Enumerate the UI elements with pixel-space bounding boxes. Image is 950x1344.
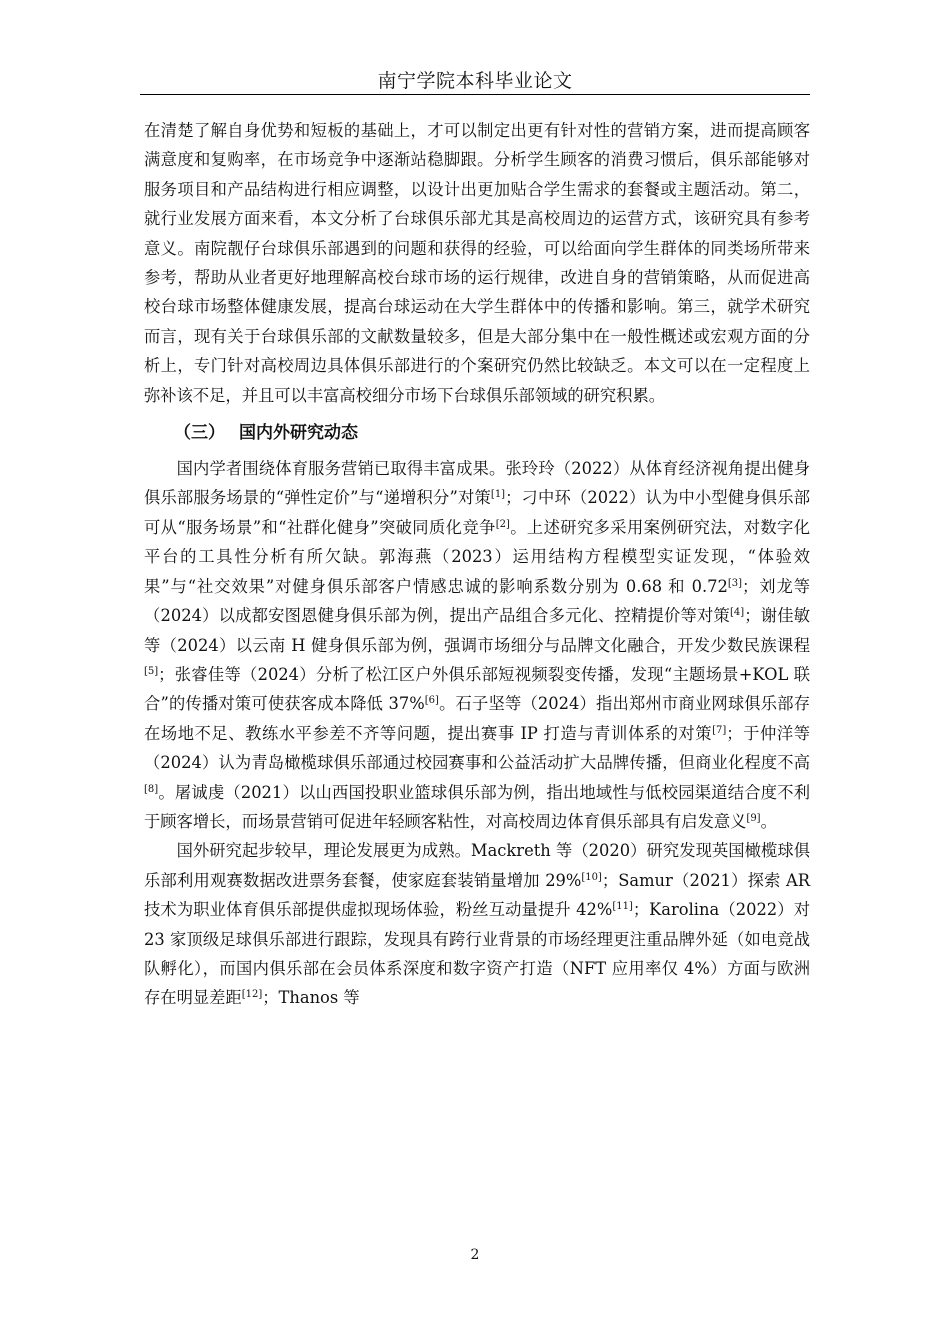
paragraph-significance: 在清楚了解自身优势和短板的基础上，才可以制定出更有针对性的营销方案，进而提高顾客满意度和复购率，在市场竞争中逐渐站稳脚跟。分析学生顾客的消费习惯后，俱乐部能够对服务项目和产品结构进行相应调整，以设计出更加贴合学生需求的套餐或主题活动。第二，就行业发展方面来看，本文分析了台球俱乐部尤其是高校周边的运营方式，该研究具有参考意义。南院靓仔台球俱乐部遇到的问题和获得的经验，可以给面向学生群体的同类场所带来参考，帮助从业者更好地理解高校台球市场的运行规律，改进自身的营销策略，从而促进高校台球市场整体健康发展，提高台球运动在大学生群体中的传播和影响。第三，就学术研究而言，现有关于台球俱乐部的文献数量较多，但是大部分集中在一般性概述或宏观方面的分析上，专门针对高校周边具体俱乐部进行的个案研究仍然比较缺乏。本文可以在一定程度上弥补该不足，并且可以丰富高校细分市场下台球俱乐部领域的研究积累。 bbox=[144, 121, 810, 405]
citation-ref: [7] bbox=[712, 724, 727, 736]
text-run: 。上述研究多采用案例研究法，对数字化平台的工具性分析有所欠缺。郭海燕（2023）运用结构方程模型实证发现，“体验效果”与“社交效果”对健身俱乐部客户情感忠诚的影响系数分别为 0.68 和 0.72 bbox=[144, 517, 810, 596]
text-run: ；刘龙等（2024）以成都安图恩健身俱乐部为例，提出产品组合多元化、控精提价等对策 bbox=[144, 576, 810, 626]
page-body bbox=[144, 116, 810, 1013]
page-number: 2 bbox=[470, 1247, 480, 1263]
text-run: 。屠诚虔（2021）以山西国投职业篮球俱乐部为例，指出地域性与低校园渠道结合度不利于顾客增长，而场景营销可促进年轻顾客粘性，对高校周边体育俱乐部具有启发意义 bbox=[144, 782, 810, 831]
text-run: 。石子坚等（2024）指出郑州市商业网球俱乐部存在场地不足、教练水平参差不齐等问题，提出赛事 IP 打造与青训体系的对策 bbox=[144, 694, 810, 743]
text-run: 。 bbox=[760, 811, 777, 831]
text-run: ；Thanos 等 bbox=[262, 988, 360, 1008]
citation-ref: [8] bbox=[144, 783, 159, 795]
citation-ref: [5] bbox=[144, 665, 159, 677]
text-run: ；Samur（2021）探索 AR 技术为职业体育俱乐部提供虚拟现场体验，粉丝互动量提升 42% bbox=[144, 870, 810, 920]
citation-ref: [3] bbox=[727, 577, 743, 589]
citation-ref: [4] bbox=[730, 607, 745, 619]
citation-ref: [1] bbox=[490, 489, 506, 501]
text-run: ；于仲洋等（2024）认为青岛橄榄球俱乐部通过校园赛事和公益活动扩大品牌传播，但商业化程度不高 bbox=[144, 723, 810, 773]
citation-ref: [12] bbox=[241, 989, 263, 1001]
section-number: （三） bbox=[174, 423, 225, 444]
citation-ref: [11] bbox=[612, 901, 633, 913]
text-run: 国内学者围绕体育服务营销已取得丰富成果。张玲玲（2022）从体育经济视角提出健身俱乐部服务场景的“弹性定价”与“递增积分”对策 bbox=[144, 459, 810, 508]
header-rule bbox=[140, 94, 810, 95]
text-run: ；张睿佳等（2024）分析了松江区户外俱乐部短视频裂变传播，发现“主题场景+KOL 联合”的传播对策可使获客成本降低 37% bbox=[144, 664, 810, 714]
citation-ref: [6] bbox=[424, 695, 439, 707]
running-header: 南宁学院本科毕业论文 bbox=[377, 70, 573, 92]
citation-ref: [9] bbox=[746, 812, 761, 824]
text-run: ；刁中环（2022）认为中小型健身俱乐部可从“服务场景”和“社群化健身”突破同质化竞争 bbox=[144, 488, 811, 537]
paragraph-domestic-research bbox=[144, 454, 810, 836]
text-run: 国外研究起步较早，理论发展更为成熟。Mackreth 等（2020）研究发现英国橄榄球俱乐部利用观赛数据改进票务套餐，使家庭套装销量增加 29% bbox=[144, 841, 810, 890]
section-heading bbox=[174, 418, 810, 448]
paragraph-foreign-research bbox=[144, 836, 810, 1012]
section-title: 国内外研究动态 bbox=[239, 423, 358, 444]
text-run: ；谢佳敏等（2024）以云南 H 健身俱乐部为例，强调市场细分与品牌文化融合，开发少数民族课程 bbox=[144, 606, 810, 655]
citation-ref: [10] bbox=[581, 871, 602, 883]
citation-ref: [2] bbox=[495, 518, 510, 530]
text-run: ；Karolina（2022）对 23 家顶级足球俱乐部进行跟踪，发现具有跨行业背景的市场经理更注重品牌外延（如电竞战队孵化），而国内俱乐部在会员体系深度和数字资产打造（NFT 应用率仅 4%）方面与欧洲存在明显差距 bbox=[144, 900, 811, 1008]
